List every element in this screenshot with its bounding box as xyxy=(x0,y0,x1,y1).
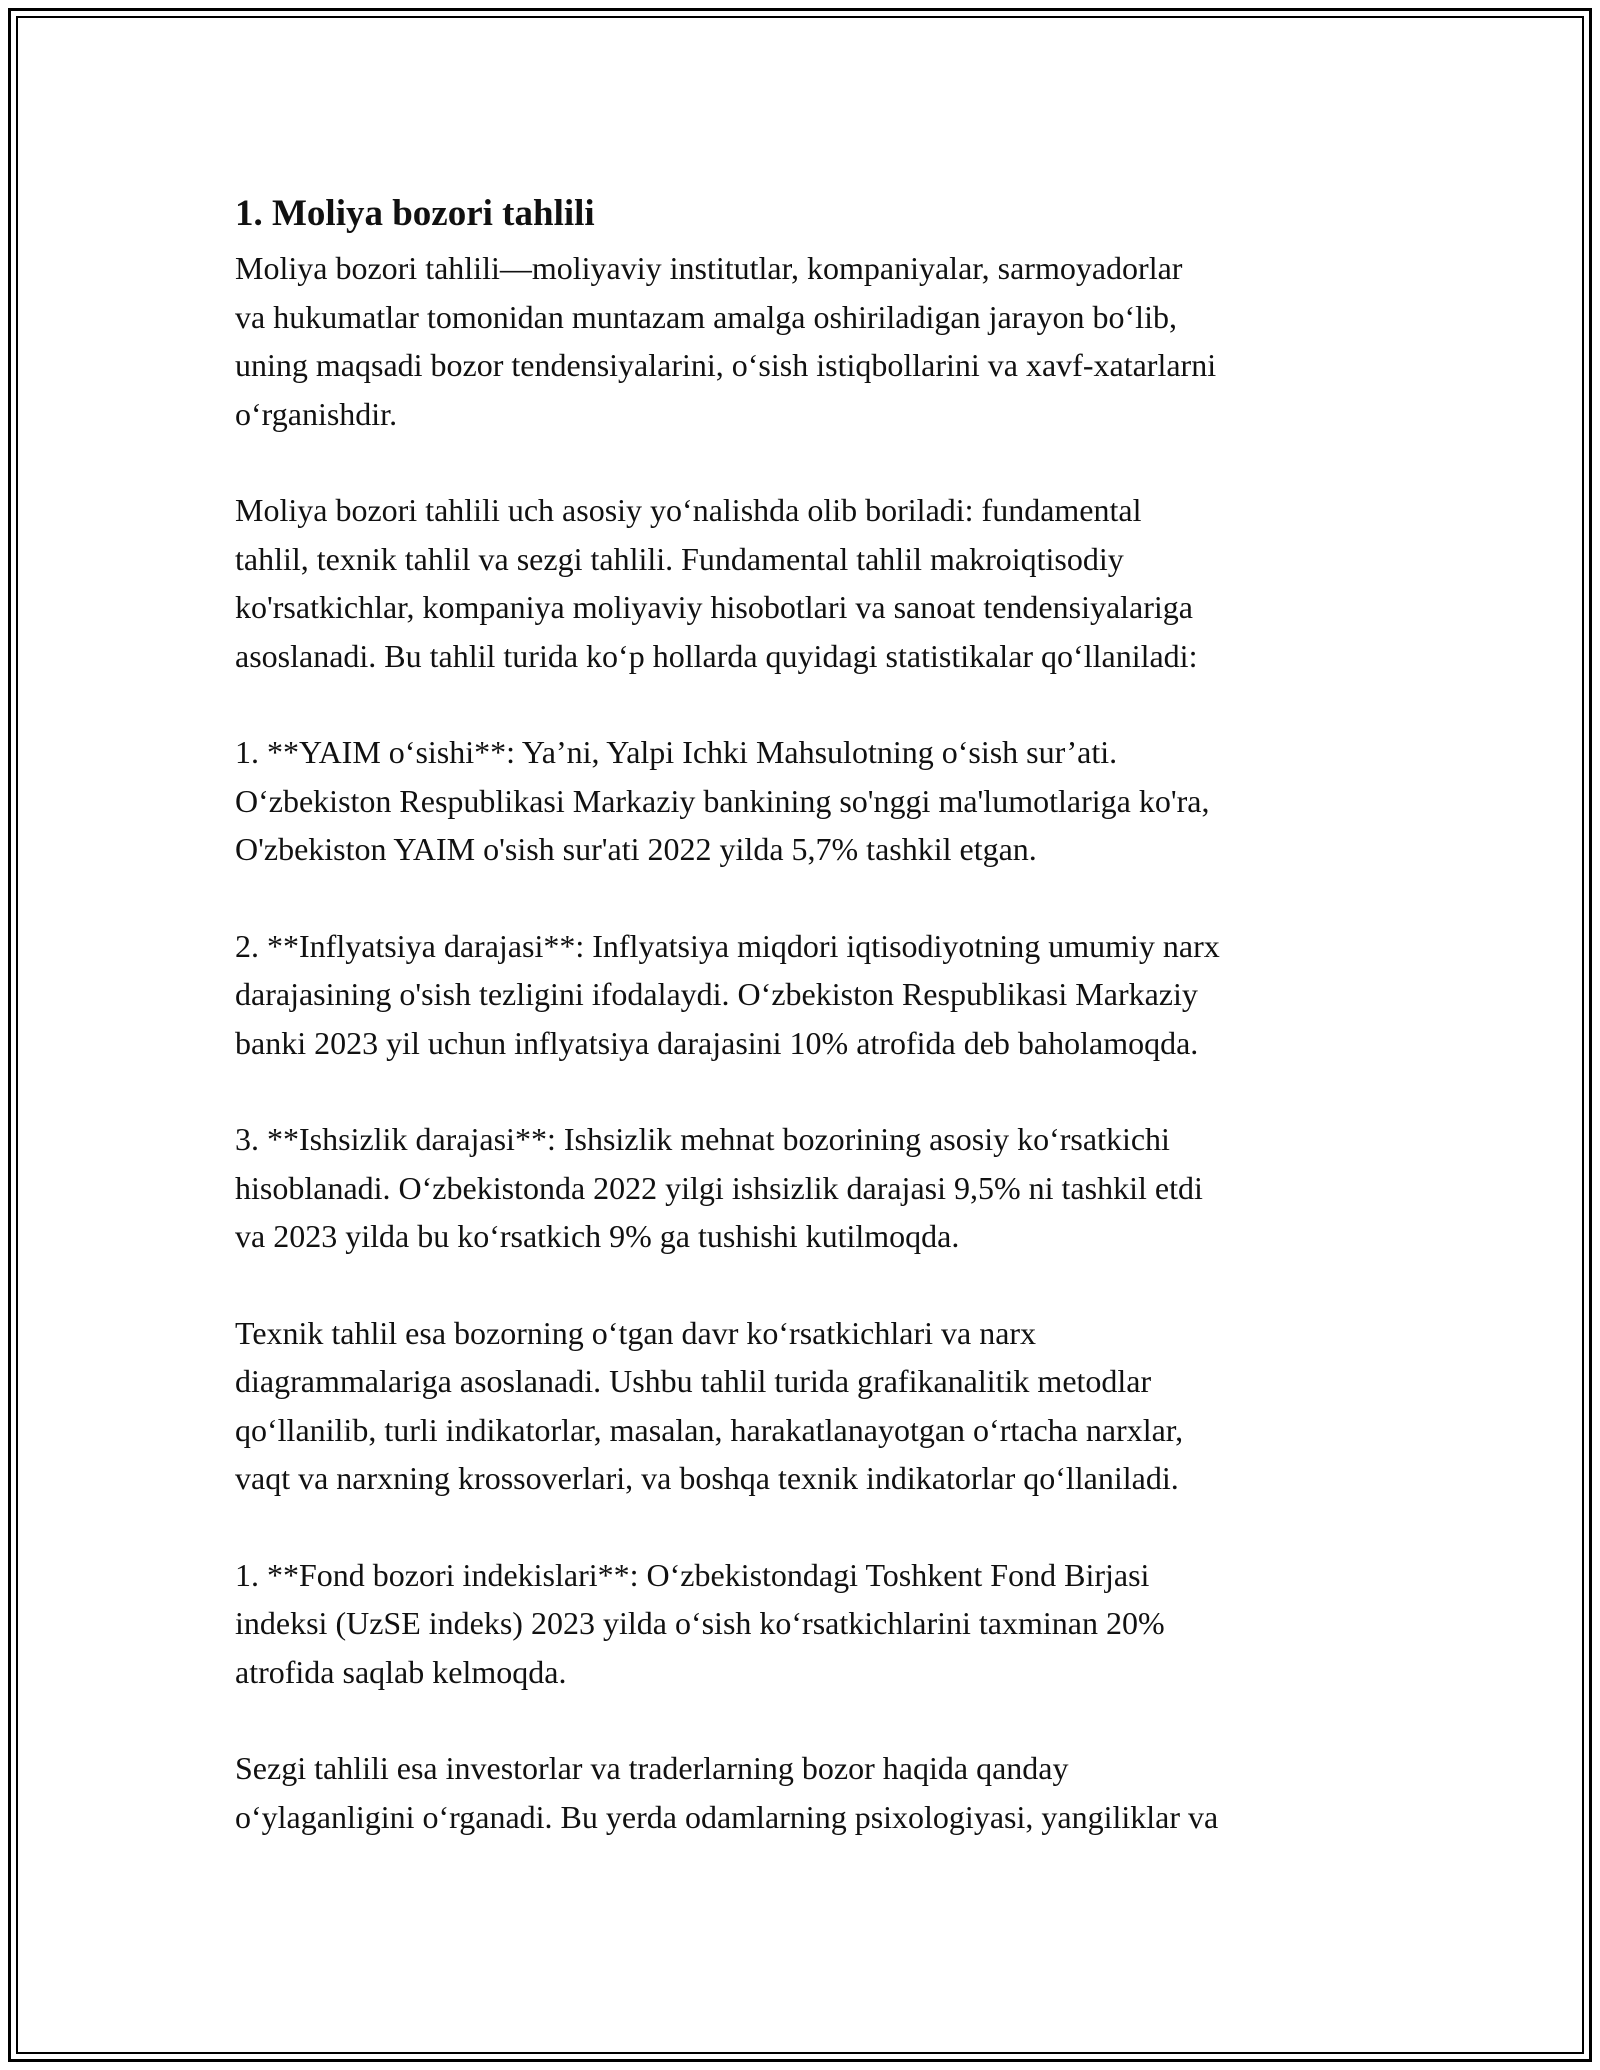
text-line: vaqt va narxning krossoverlari, va boshqa texnik indikatorlar qo‘llaniladi. xyxy=(235,1460,1179,1496)
paragraph-intro xyxy=(235,244,1385,438)
text-line: ko'rsatkichlar, kompaniya moliyaviy hisobotlari va sanoat tendensiyalariga xyxy=(235,589,1193,625)
paragraph-technical-analysis xyxy=(235,1309,1385,1503)
text-line: hisoblanadi. O‘zbekistonda 2022 yilgi ishsizlik darajasi 9,5% ni tashkil etdi xyxy=(235,1169,1203,1206)
text-line: Moliya bozori tahlili—moliyaviy institutlar, kompaniyalar, sarmoyadorlar xyxy=(235,250,1183,286)
paragraph-sentiment-analysis xyxy=(235,1744,1385,1841)
text-line: 2. **Inflyatsiya darajasi**: Inflyatsiya miqdori iqtisodiyotning umumiy narx xyxy=(235,927,1220,964)
text-line: O'zbekiston YAIM o'sish sur'ati 2022 yilda 5,7% tashkil etgan. xyxy=(235,831,1037,867)
paragraph-unemployment xyxy=(235,1115,1385,1261)
paragraph-inflation xyxy=(235,922,1385,1068)
text-line: Sezgi tahlili esa investorlar va traderlarning bozor haqida qanday xyxy=(235,1750,1069,1786)
text-line: Moliya bozori tahlili uch asosiy yo‘nalishda olib boriladi: fundamental xyxy=(235,492,1142,528)
text-line: 1. **Fond bozori indekislari**: O‘zbekistondagi Toshkent Fond Birjasi xyxy=(235,1556,1150,1593)
text-line: qo‘llanilib, turli indikatorlar, masalan, harakatlanayotgan o‘rtacha narxlar, xyxy=(235,1411,1184,1448)
document-body xyxy=(235,186,1385,1889)
text-line: indeksi (UzSE indeks) 2023 yilda o‘sish ko‘rsatkichlarini taxminan 20% xyxy=(235,1605,1165,1641)
text-line: darajasining o'sish tezligini ifodalaydi. O‘zbekiston Respublikasi Markaziy xyxy=(235,976,1198,1012)
text-line: va 2023 yilda bu ko‘rsatkich 9% ga tushishi kutilmoqda. xyxy=(235,1218,960,1254)
paragraph-gdp-growth xyxy=(235,728,1385,874)
text-line: O‘zbekiston Respublikasi Markaziy bankining so'nggi ma'lumotlariga ko'ra, xyxy=(235,782,1210,819)
paragraph-directions xyxy=(235,486,1385,680)
document-title: 1. Moliya bozori tahlili xyxy=(235,193,595,234)
text-line: asoslanadi. Bu tahlil turida ko‘p hollarda quyidagi statistikalar qo‘llaniladi: xyxy=(235,637,1198,674)
text-line: va hukumatlar tomonidan muntazam amalga oshiriladigan jarayon bo‘lib, xyxy=(235,298,1177,335)
text-line: Texnik tahlil esa bozorning o‘tgan davr ko‘rsatkichlari va narx xyxy=(235,1314,1037,1351)
text-line: diagrammalariga asoslanadi. Ushbu tahlil turida grafikanalitik metodlar xyxy=(235,1363,1152,1399)
text-line: 1. **YAIM o‘sishi**: Ya’ni, Yalpi Ichki Mahsulotning o‘sish sur’ati. xyxy=(235,734,1118,770)
text-line: tahlil, texnik tahlil va sezgi tahlili. Fundamental tahlil makroiqtisodiy xyxy=(235,540,1124,577)
text-line: atrofida saqlab kelmoqda. xyxy=(235,1653,567,1690)
text-line: o‘ylaganligini o‘rganadi. Bu yerda odamlarning psixologiyasi, yangiliklar va xyxy=(235,1798,1219,1835)
text-line: uning maqsadi bozor tendensiyalarini, o‘sish istiqbollarini va xavf-xatarlarni xyxy=(235,347,1217,383)
paragraph-stock-index xyxy=(235,1551,1385,1697)
text-line: banki 2023 yil uchun inflyatsiya darajasini 10% atrofida deb baholamoqda. xyxy=(235,1024,1199,1061)
text-line: 3. **Ishsizlik darajasi**: Ishsizlik mehnat bozorining asosiy ko‘rsatkichi xyxy=(235,1121,1170,1157)
text-line: o‘rganishdir. xyxy=(235,395,398,432)
